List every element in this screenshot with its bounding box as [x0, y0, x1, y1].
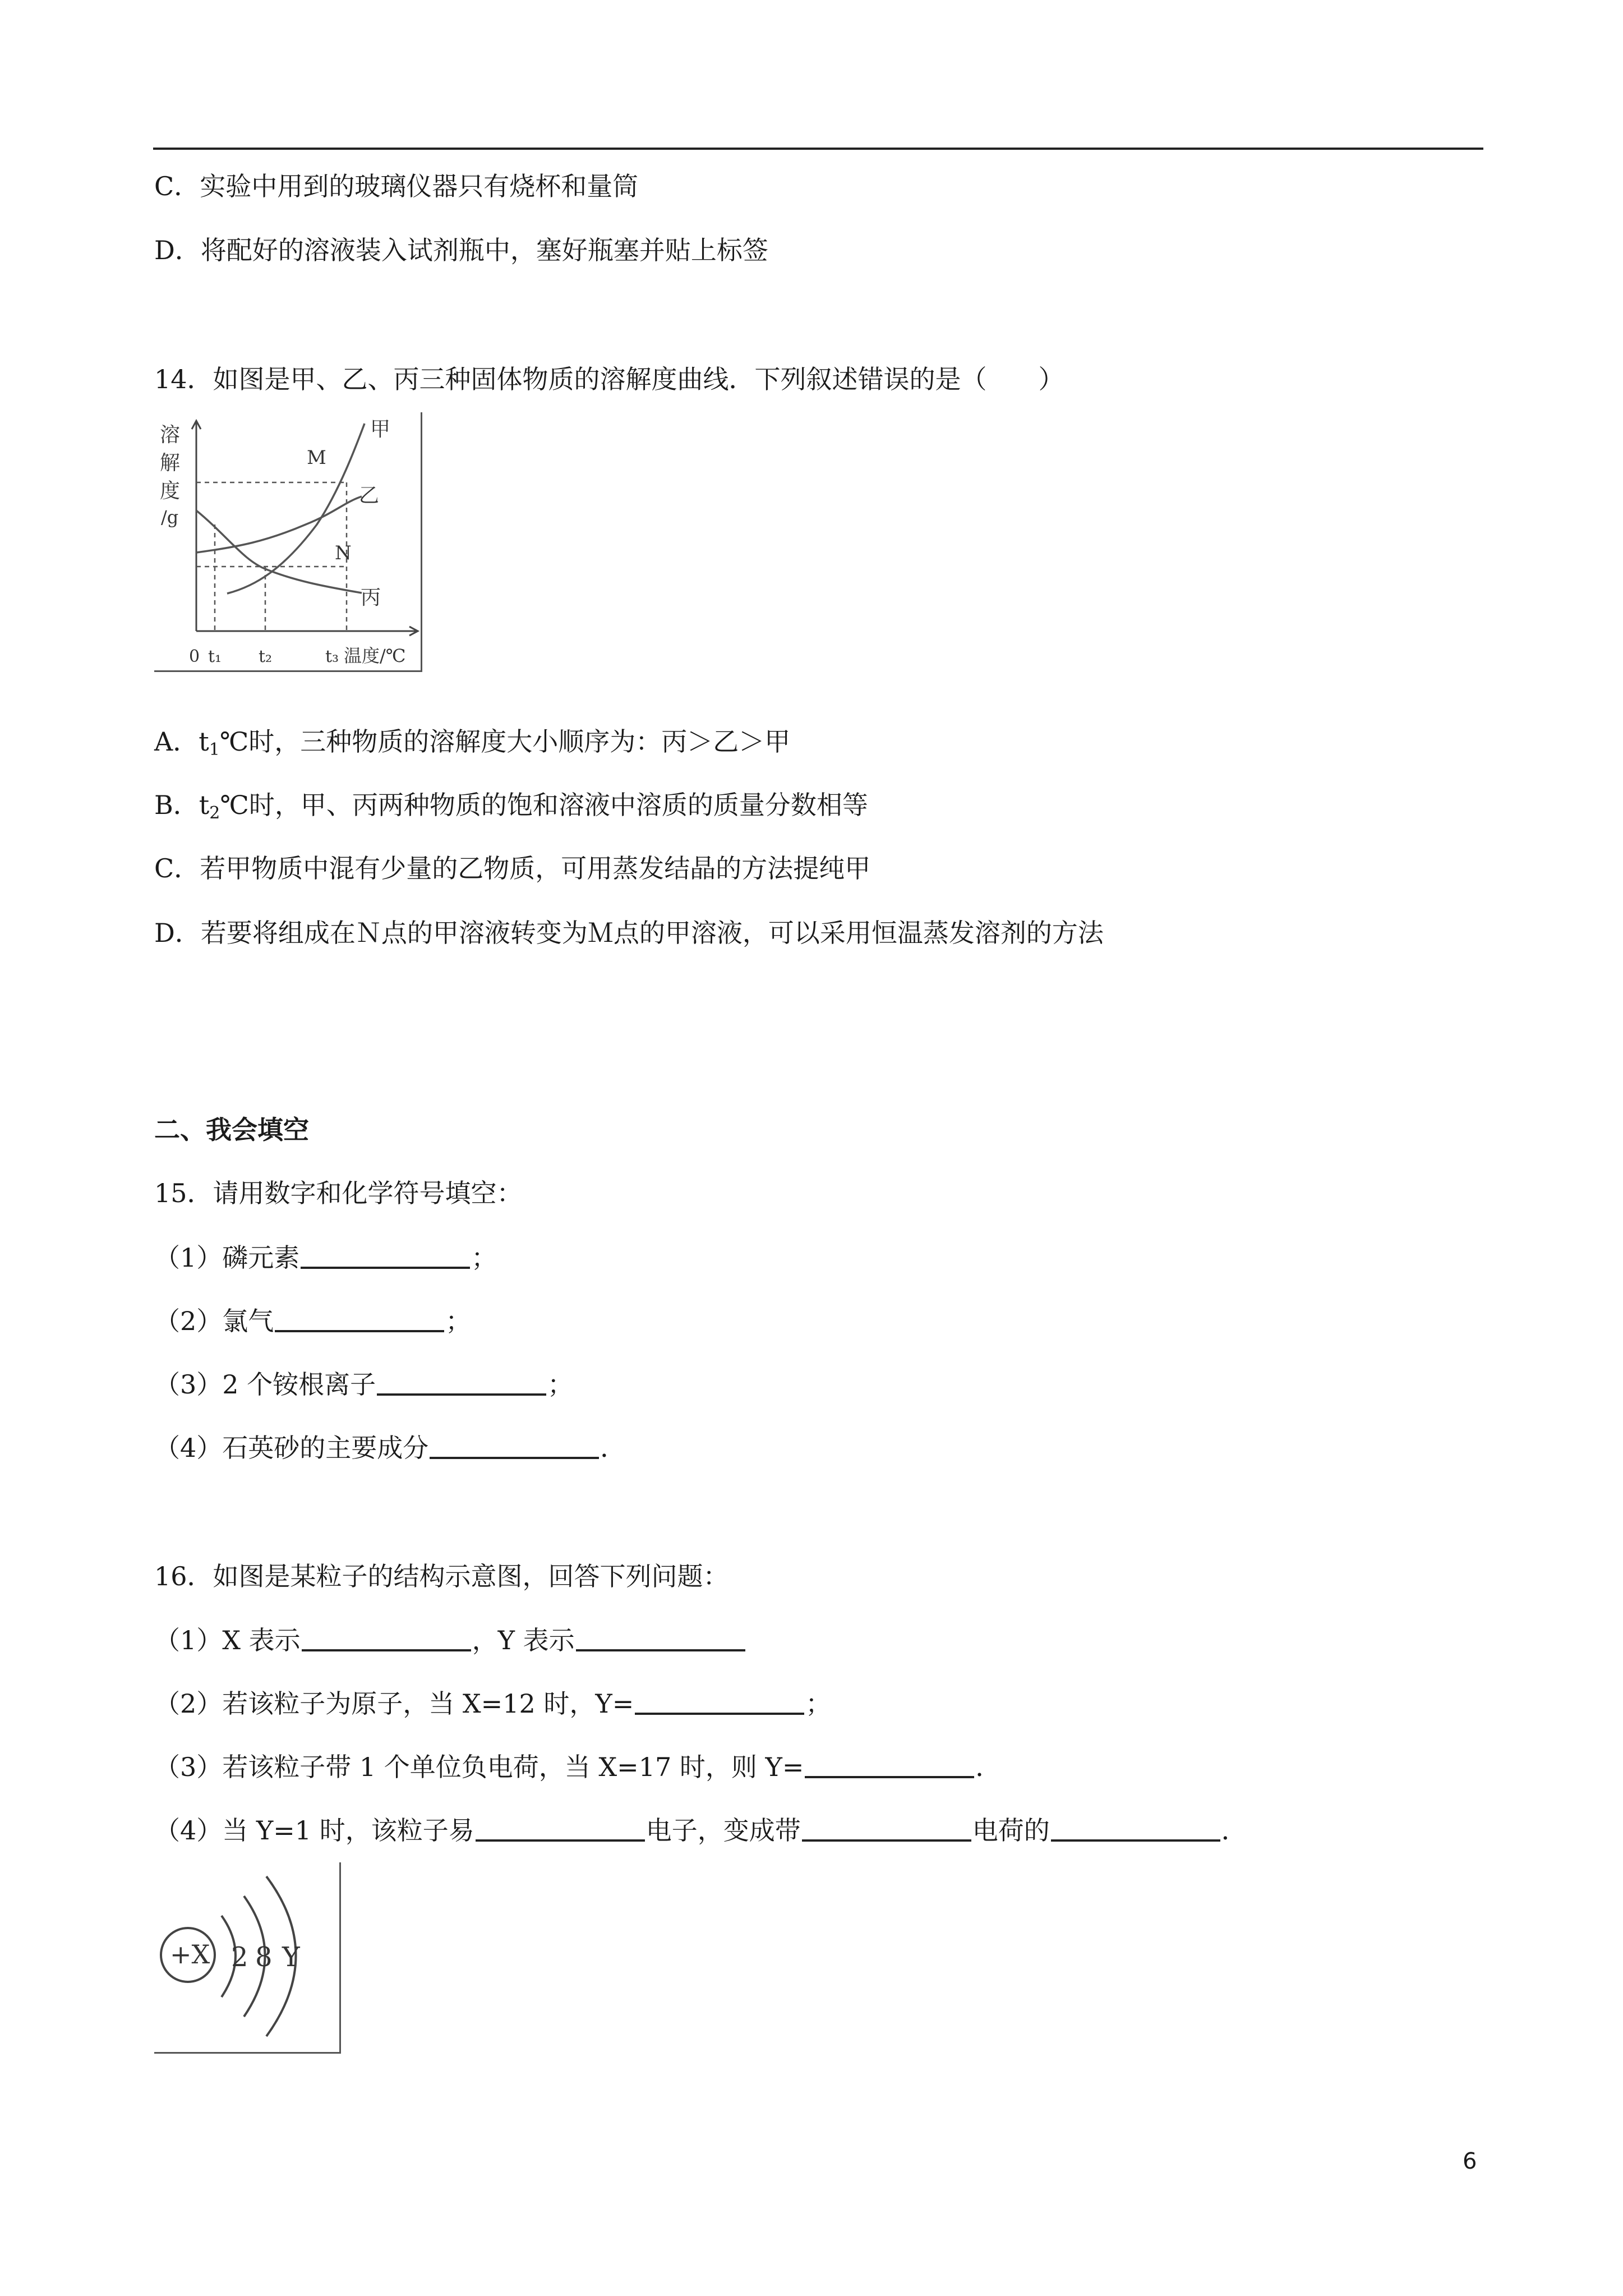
answer-blank[interactable] [275, 1304, 444, 1332]
y-label-4: /g [161, 507, 179, 528]
answer-blank[interactable] [476, 1814, 645, 1842]
q15-item-2: （2）氯气 ； [154, 1304, 471, 1338]
q16-item-1: （1）X 表示 ，Y 表示 [154, 1623, 746, 1657]
q15-item-1: （1）磷元素 ； [154, 1241, 497, 1274]
y-label-3: 度 [160, 480, 181, 503]
shell-2-electrons: 8 [255, 1941, 273, 1973]
section-title: 二、我会填空 [154, 1115, 309, 1145]
point-label-n: N [335, 542, 352, 564]
x-tick-0: 0 [189, 647, 200, 666]
particle-structure-diagram [154, 1862, 341, 2054]
q16-stem: 16．如图是某粒子的结构示意图，回答下列问题： [154, 1561, 729, 1591]
shell-3-electrons: Y [282, 1941, 300, 1973]
answer-blank[interactable] [802, 1814, 971, 1842]
q16-item-3: （3）若该粒子带 1 个单位负电荷，当 X=17 时，则 Y= ． [154, 1750, 1001, 1784]
answer-blank[interactable] [576, 1623, 745, 1651]
answer-blank[interactable] [1051, 1814, 1220, 1842]
y-label-1: 溶 [160, 424, 181, 447]
answer-blank[interactable] [377, 1368, 546, 1396]
point-label-m: M [307, 447, 326, 469]
q14-option-b: B．$t_2℃$时，甲、丙两种物质的饱和溶液中溶质的质量分数相等 [154, 790, 868, 823]
answer-blank[interactable] [805, 1750, 974, 1778]
q16-item-2: （2）若该粒子为原子，当 X=12 时，Y= ； [154, 1687, 831, 1720]
solubility-curve-figure [154, 412, 422, 672]
answer-blank[interactable] [430, 1431, 599, 1459]
series-label-yi: 乙 [359, 484, 380, 507]
q14-option-d: D．若要将组成在Ｎ点的甲溶液转变为Ｍ点的甲溶液，可以采用恒温蒸发溶剂的方法 [154, 918, 1104, 948]
q15-stem: 15．请用数字和化学符号填空： [154, 1178, 523, 1208]
answer-blank[interactable] [635, 1687, 804, 1715]
q13-option-c: C．实验中用到的玻璃仪器只有烧杯和量筒 [154, 171, 639, 201]
series-label-jia: 甲 [370, 418, 391, 441]
q15-item-3: （3）2 个铵根离子 ； [154, 1368, 573, 1401]
q14-stem: 14．如图是甲、乙、丙三种固体物质的溶解度曲线．下列叙述错误的是（ ） [154, 364, 1064, 394]
x-tick-t1: t₁ [208, 647, 222, 666]
shell-1-electrons: 2 [231, 1941, 248, 1973]
answer-blank[interactable] [301, 1241, 470, 1269]
x-axis-label: 温度/℃ [344, 645, 406, 666]
q13-option-d: D．将配好的溶液装入试剂瓶中，塞好瓶塞并贴上标签 [154, 235, 768, 265]
answer-blank[interactable] [302, 1623, 471, 1651]
curve-jia [227, 424, 365, 593]
q16-item-4: （4）当 Y=1 时，该粒子易 电子，变成带 电荷的 ． [154, 1814, 1247, 1847]
y-label-2: 解 [160, 452, 181, 475]
series-label-bing: 丙 [361, 586, 381, 609]
q14-option-c: C．若甲物质中混有少量的乙物质，可用蒸发结晶的方法提纯甲 [154, 853, 871, 884]
header-rule [153, 148, 1483, 150]
x-tick-t2: t₂ [259, 647, 273, 666]
x-tick-t3: t₃ [325, 647, 339, 666]
q15-item-4: （4）石英砂的主要成分 ． [154, 1431, 626, 1465]
nucleus-label: +X [170, 1939, 210, 1970]
page-number: 6 [1463, 2148, 1477, 2174]
q14-option-a: A．$t_1℃$时，三种物质的溶解度大小顺序为：丙＞乙＞甲 [154, 726, 791, 760]
